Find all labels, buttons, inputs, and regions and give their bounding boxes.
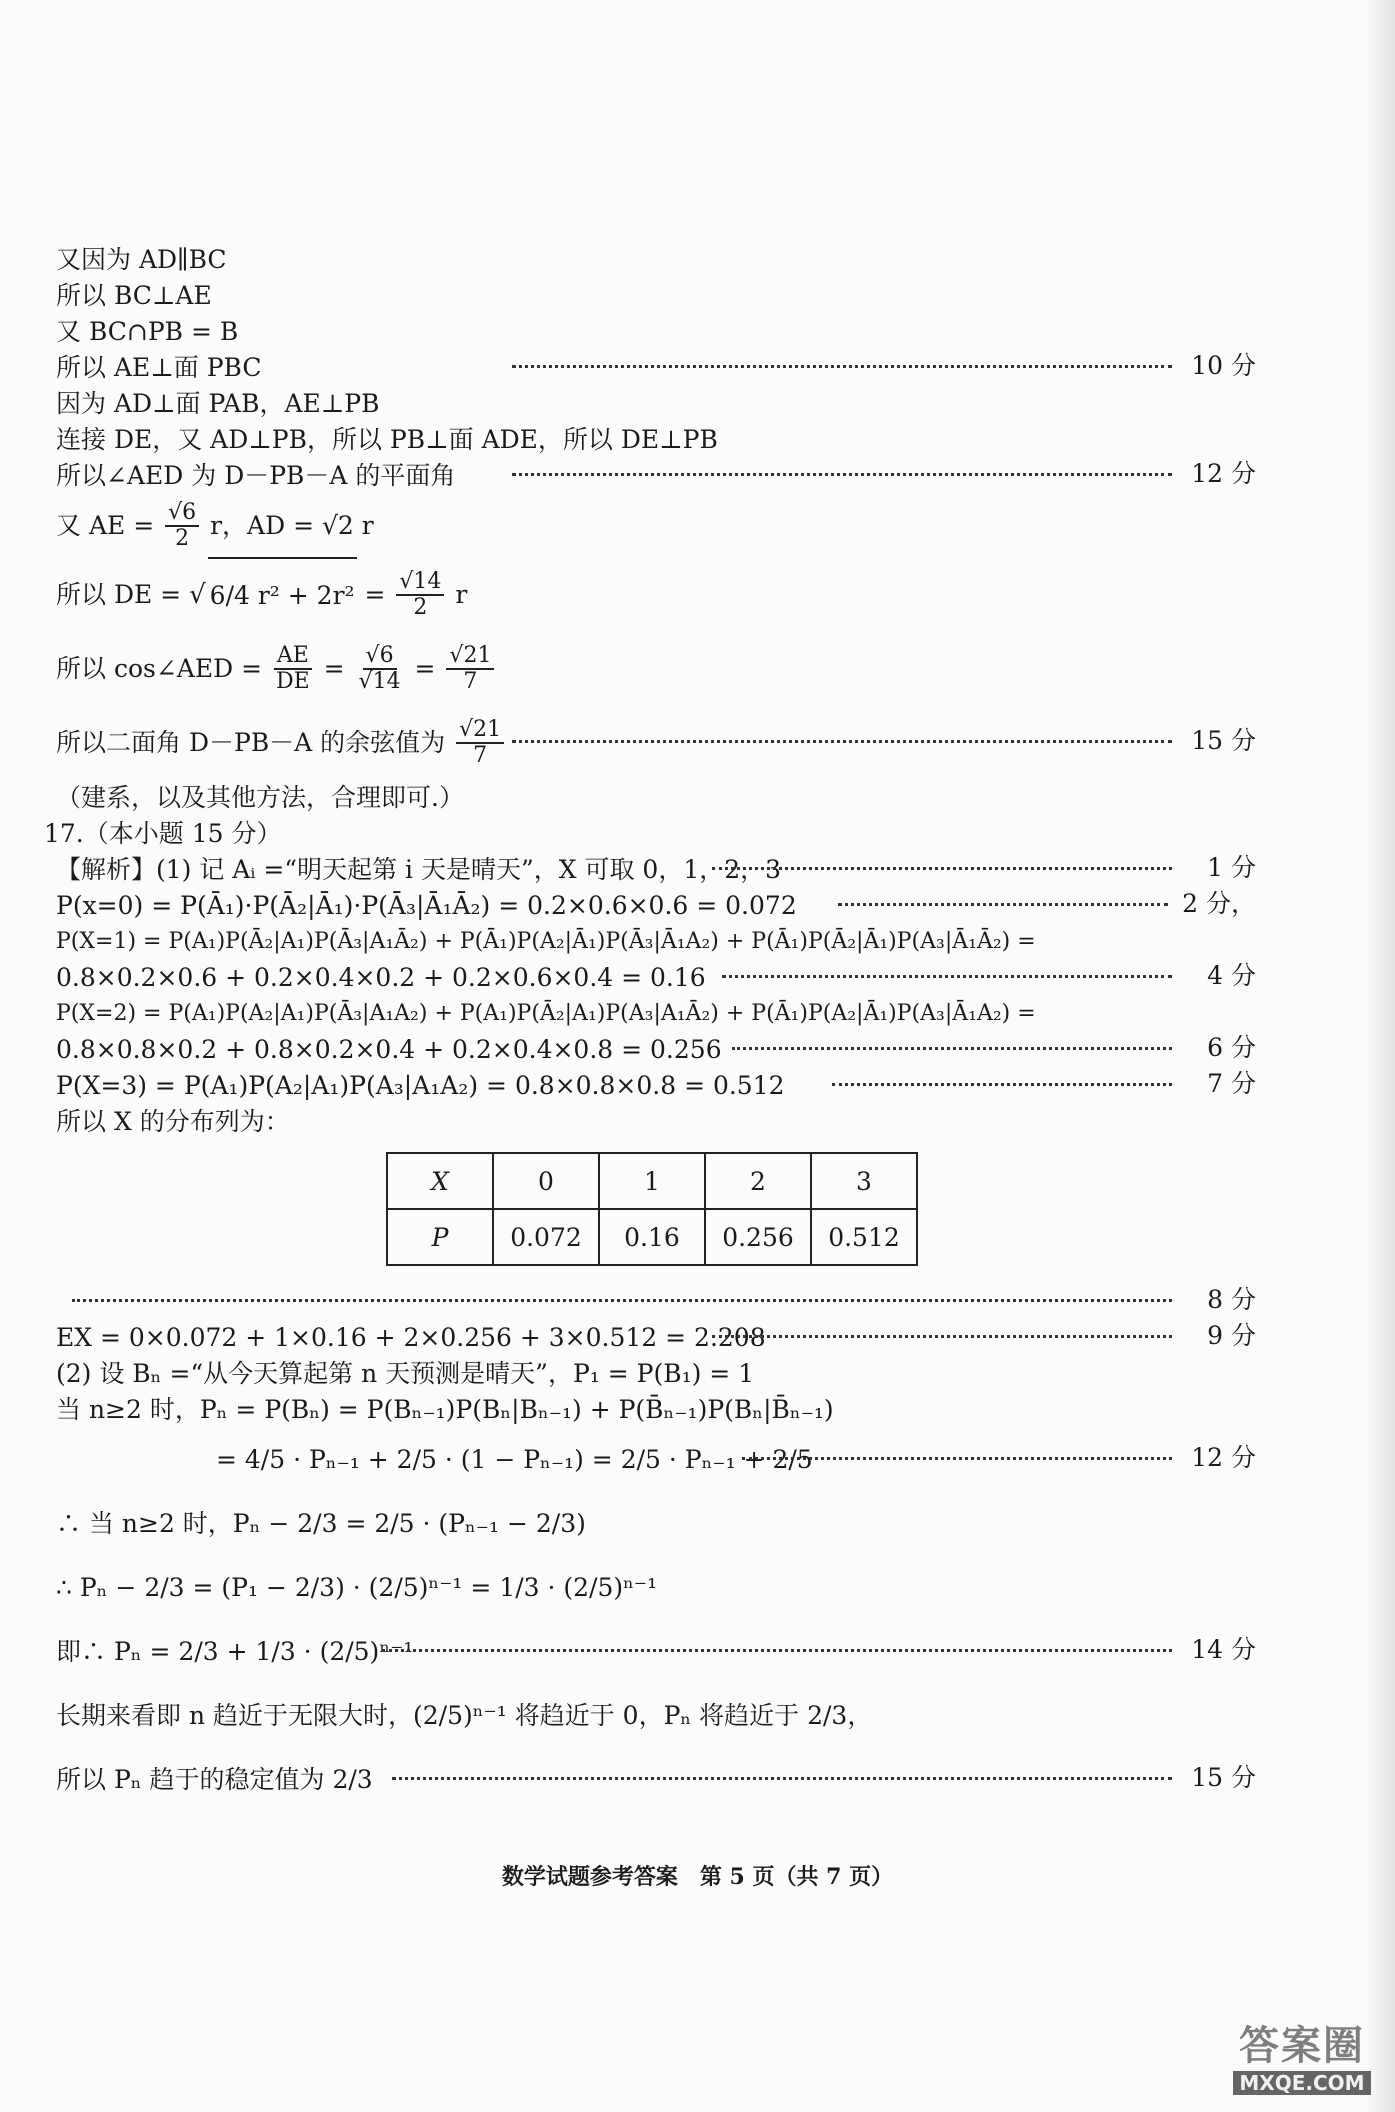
- score-mark: 10 分: [1191, 351, 1256, 380]
- solution-line: 0.8×0.8×0.2 + 0.8×0.2×0.4 + 0.2×0.4×0.8 = 0.256 6 分: [56, 1030, 1256, 1066]
- solution-line: 又因为 AD∥BC: [56, 244, 227, 274]
- score-mark: 8 分: [1207, 1285, 1256, 1314]
- score-leader: [838, 886, 1256, 922]
- solution-line: 因为 AD⊥面 PAB，AE⊥PB: [56, 388, 380, 418]
- score-mark: 9 分: [1207, 1321, 1256, 1350]
- score-mark: 15 分: [1191, 726, 1256, 755]
- solution-line: P(X=1) = P(A₁)P(Ā₂|A₁)P(Ā₃|A₁Ā₂) + P(Ā₁)P(A₂|Ā₁)P(Ā₃|Ā₁A₂) + P(Ā₁)P(Ā₂|Ā₁)P(A₃|Ā₁Ā₂) =: [56, 928, 1036, 954]
- score-leader: [742, 1426, 1256, 1490]
- solution-line: 又 BC∩PB = B: [56, 316, 239, 346]
- score-mark: 15 分: [1191, 1763, 1256, 1792]
- score-leader: [832, 1066, 1256, 1102]
- score-mark: 14 分: [1191, 1635, 1256, 1664]
- table-cell: 0: [493, 1153, 599, 1209]
- table-cell: 0.512: [811, 1209, 917, 1265]
- score-mark: 4 分: [1207, 961, 1256, 990]
- fraction: $\frac{√21}{7}$: [456, 718, 504, 768]
- watermark-text: 答案圈: [1239, 2023, 1365, 2069]
- score-leader: [512, 704, 1256, 778]
- score-leader: [72, 1282, 1256, 1318]
- solution-line: P(X=3) = P(A₁)P(A₂|A₁)P(A₃|A₁A₂) = 0.8×0.8×0.8 = 0.512 7 分: [56, 1066, 1256, 1102]
- page-edge-shadow: [1365, 0, 1395, 2112]
- solution-line: P(x=0) = P(Ā₁)·P(Ā₂|Ā₁)·P(Ā₃|Ā₁Ā₂) = 0.2×0.6×0.6 = 0.072 2 分，: [56, 886, 1256, 922]
- solution-line: (2) 设 Bₙ =“从今天算起第 n 天预测是晴天”，P₁ = P(B₁) = 1: [56, 1358, 755, 1388]
- solution-line: 所以 AE⊥面 PBC 10 分: [56, 348, 1256, 384]
- table-cell: 0.16: [599, 1209, 705, 1265]
- watermark-logo: [1217, 2007, 1387, 2102]
- table-cell: 2: [705, 1153, 811, 1209]
- distribution-table: [386, 1152, 918, 1266]
- score-mark: 1 分: [1207, 853, 1256, 882]
- table-row: [387, 1153, 917, 1209]
- score-leader: [512, 456, 1256, 492]
- solution-line: 所以 DE = √ 6/4 r² + 2r² = $\frac{√14}{2}$ r: [56, 556, 1256, 630]
- table-cell: 0.256: [705, 1209, 811, 1265]
- solution-line: 0.8×0.2×0.6 + 0.2×0.4×0.2 + 0.2×0.6×0.4 = 0.16 4 分: [56, 958, 1256, 994]
- score-mark: 2 分，: [1182, 889, 1256, 918]
- solution-line: [56, 1282, 1256, 1318]
- table-cell: P: [387, 1209, 493, 1265]
- solution-line: 长期来看即 n 趋近于无限大时，(2/5)ⁿ⁻¹ 将趋近于 0，Pₙ 将趋近于 2/3，: [56, 1700, 873, 1730]
- page-footer: 数学试题参考答案 第 5 页（共 7 页）: [501, 1864, 894, 1890]
- solution-line: 连接 DE，又 AD⊥PB，所以 PB⊥面 ADE，所以 DE⊥PB: [56, 424, 718, 454]
- fraction: $\frac{√14}{2}$: [396, 570, 444, 620]
- solution-line: 所以 Pₙ 趋于的稳定值为 2/3 15 分: [56, 1746, 1256, 1810]
- score-mark: 7 分: [1207, 1069, 1256, 1098]
- solution-line: （建系，以及其他方法，合理即可.）: [56, 782, 464, 812]
- fraction: $\frac{√21}{7}$: [446, 644, 494, 694]
- table-cell: X: [387, 1153, 493, 1209]
- solution-line: EX = 0×0.072 + 1×0.16 + 2×0.256 + 3×0.512 = 2.208 9 分: [56, 1318, 1256, 1354]
- solution-line: ∴ Pₙ − 2/3 = (P₁ − 2/3) · (2/5)ⁿ⁻¹ = 1/3 · (2/5)ⁿ⁻¹: [56, 1572, 658, 1602]
- score-mark: 12 分: [1191, 459, 1256, 488]
- solution-line: P(X=2) = P(A₁)P(A₂|A₁)P(Ā₃|A₁A₂) + P(A₁)P(Ā₂|A₁)P(A₃|A₁Ā₂) + P(Ā₁)P(A₂|Ā₁)P(A₃|Ā₁A₂) =: [56, 1000, 1036, 1026]
- sqrt-icon: √: [189, 579, 206, 610]
- solution-line: 所以∠AED 为 D－PB－A 的平面角 12 分: [56, 456, 1256, 492]
- fraction: $\frac{√6}{2}$: [165, 501, 199, 551]
- solution-line: 所以二面角 D－PB－A 的余弦值为 $\frac{√21}{7}$ 15 分: [56, 704, 1256, 778]
- score-mark: 6 分: [1207, 1033, 1256, 1062]
- score-leader: [382, 1618, 1256, 1682]
- watermark-url: MXQE.COM: [1233, 2071, 1370, 2095]
- table-cell: 0.072: [493, 1209, 599, 1265]
- score-leader: [712, 1318, 1256, 1354]
- score-mark: 12 分: [1191, 1443, 1256, 1472]
- solution-line: 又 AE = $\frac{√6}{2}$ r，AD = √2 r: [56, 499, 374, 551]
- solution-line: 所以 BC⊥AE: [56, 280, 212, 310]
- score-leader: [512, 348, 1256, 384]
- solution-line: ∴ 当 n≥2 时，Pₙ − 2/3 = 2/5 · (Pₙ₋₁ − 2/3): [56, 1508, 586, 1538]
- solution-line: 当 n≥2 时，Pₙ = P(Bₙ) = P(Bₙ₋₁)P(Bₙ|Bₙ₋₁) + P(B̄ₙ₋₁)P(Bₙ|B̄ₙ₋₁): [56, 1394, 834, 1424]
- score-leader: [712, 850, 1256, 886]
- solution-line: = 4/5 · Pₙ₋₁ + 2/5 · (1 − Pₙ₋₁) = 2/5 · Pₙ₋₁ + 2/5 12 分: [56, 1426, 1256, 1490]
- solution-line: 即∴ Pₙ = 2/3 + 1/3 · (2/5)ⁿ⁻¹ 14 分: [56, 1618, 1256, 1682]
- fraction: $\frac{√6}{√14}$: [358, 642, 401, 694]
- solution-line: 所以 X 的分布列为：: [56, 1106, 290, 1136]
- solution-line: 【解析】(1) 记 Aᵢ =“明天起第 i 天是晴天”，X 可取 0，1，2，3 1 分: [56, 850, 1256, 886]
- solution-line: 所以 cos∠AED = $\frac{AE}{DE}$ = $\frac{√6}{√14}$ = $\frac{√21}{7}$: [56, 630, 1256, 704]
- score-leader: [392, 1746, 1256, 1810]
- score-leader: [732, 1030, 1256, 1066]
- solution-content: [44, 240, 1256, 1810]
- table-row: [387, 1209, 917, 1265]
- table-cell: 1: [599, 1153, 705, 1209]
- score-leader: [722, 958, 1256, 994]
- table-cell: 3: [811, 1153, 917, 1209]
- fraction: $\frac{AE}{DE}$: [273, 644, 313, 694]
- question-heading: 17.（本小题 15 分）: [44, 818, 282, 848]
